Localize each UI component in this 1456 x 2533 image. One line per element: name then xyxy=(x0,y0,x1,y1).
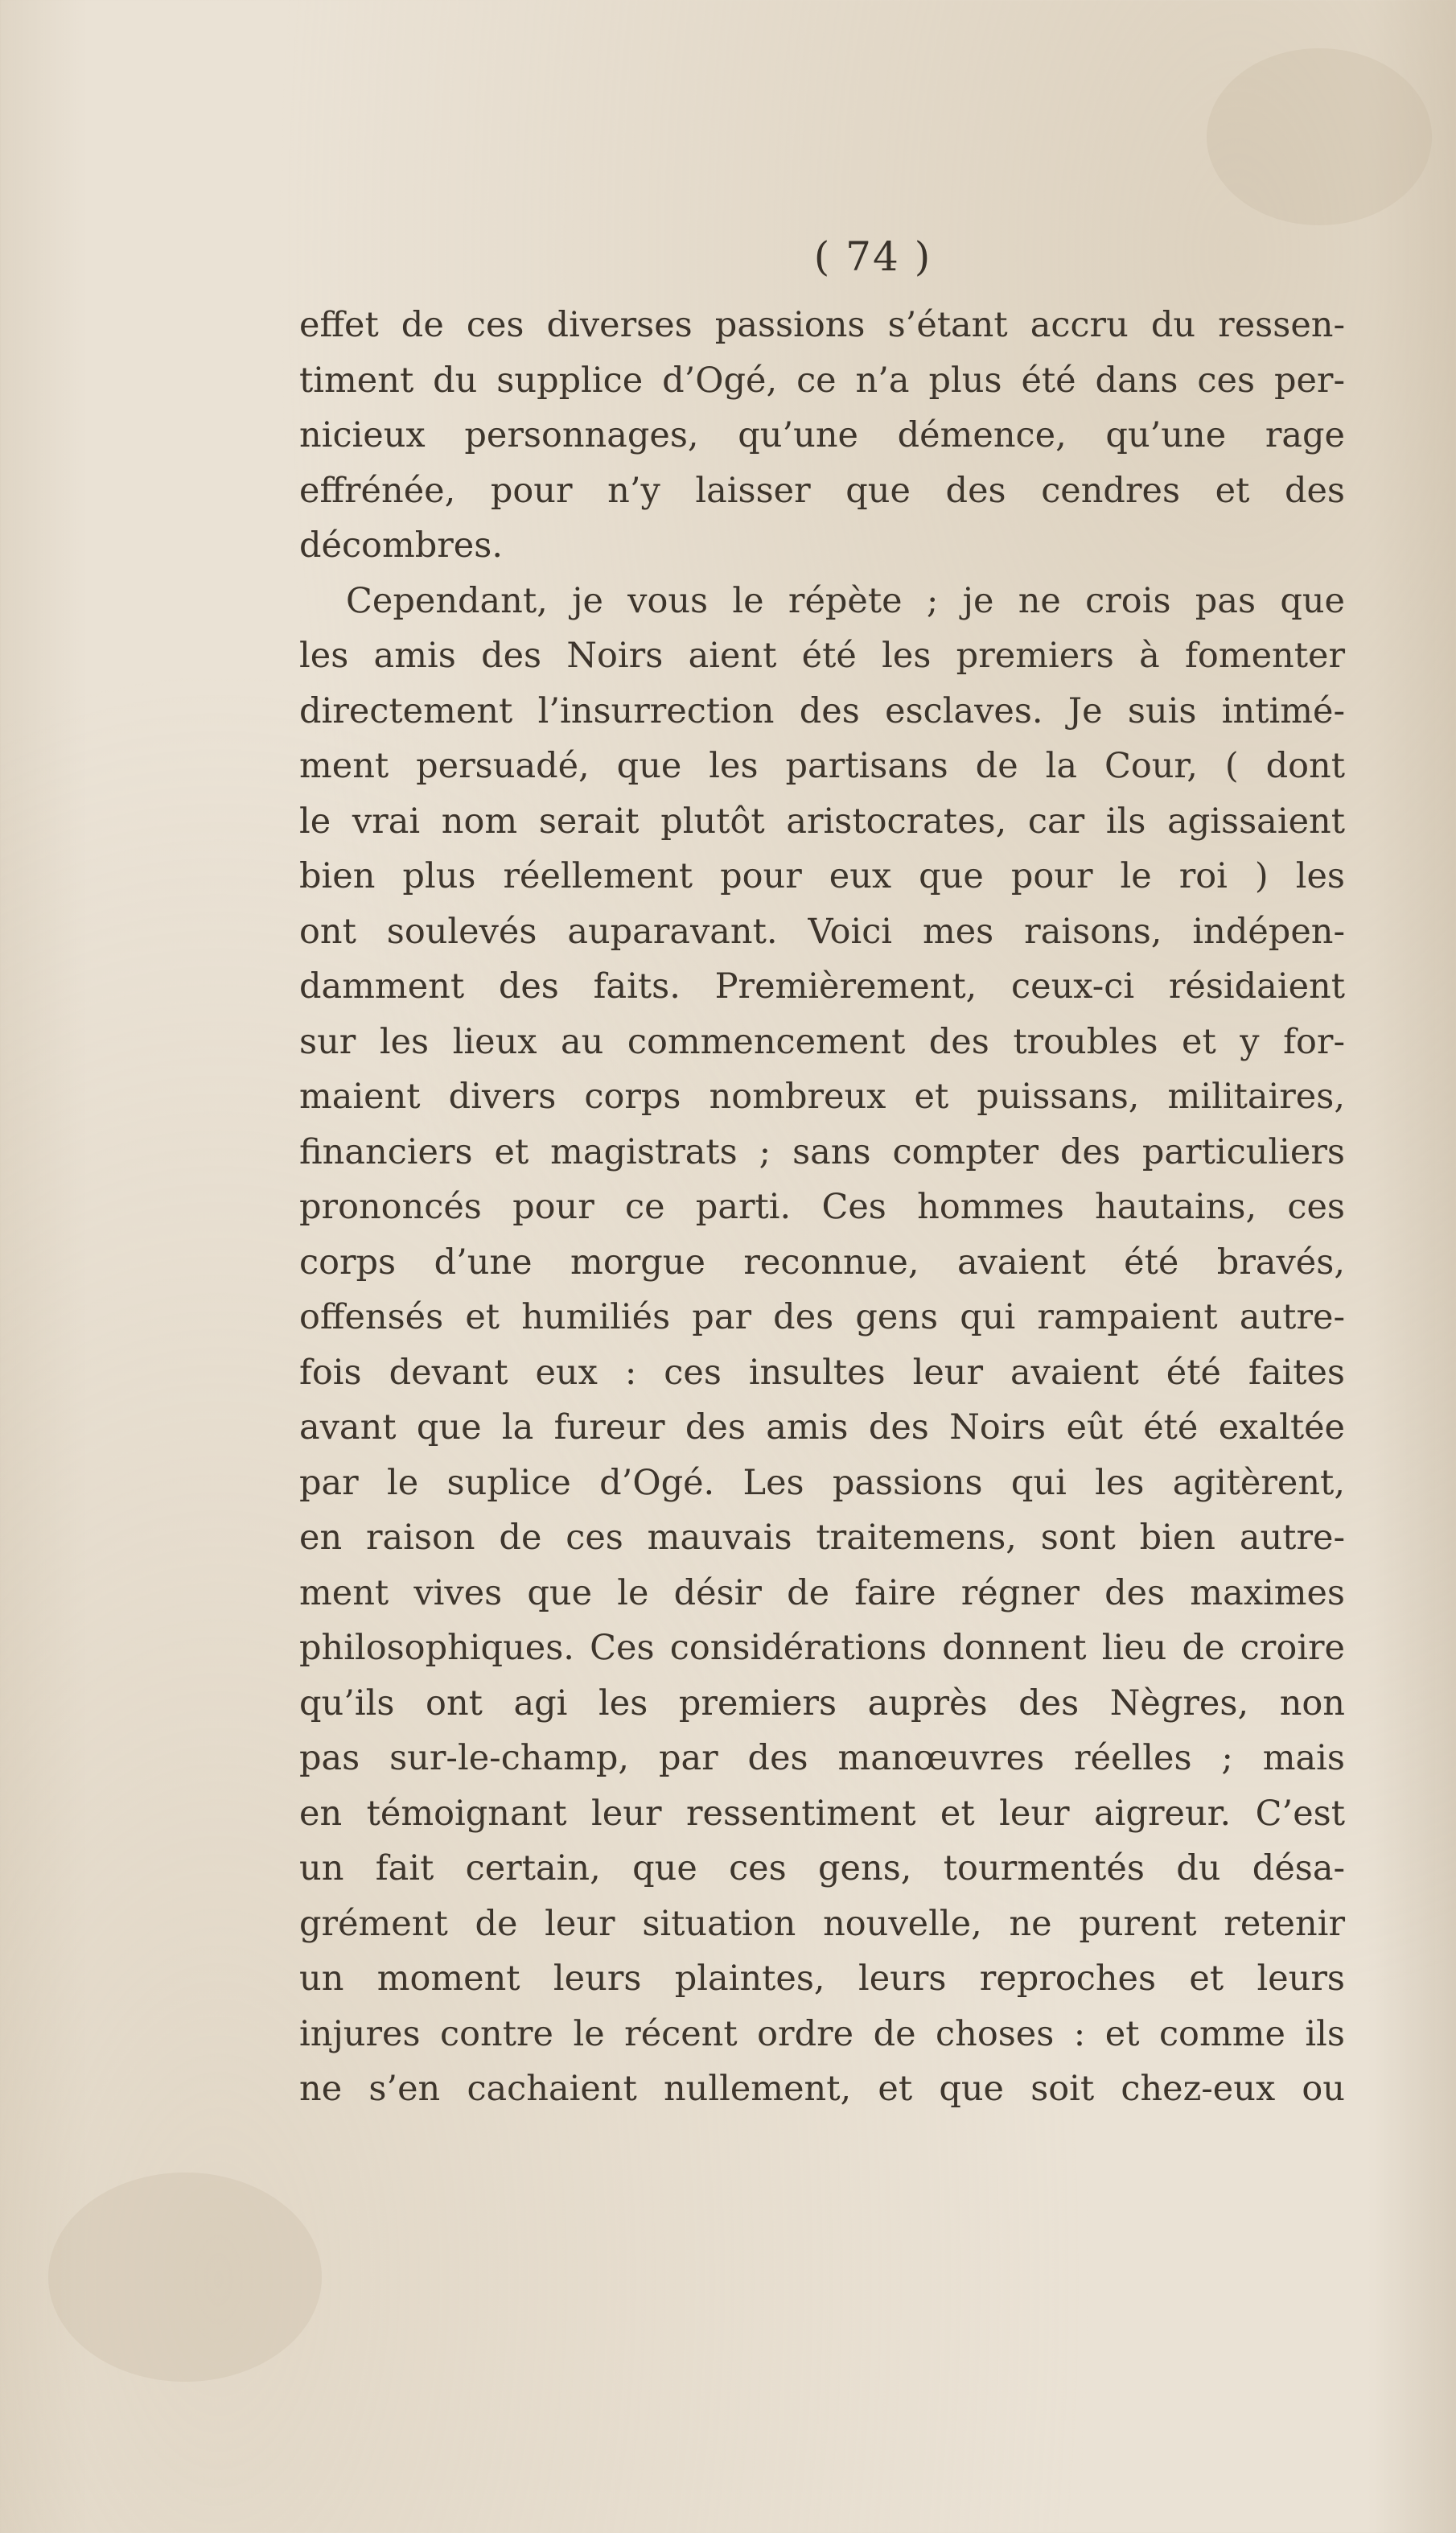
paper-stain xyxy=(1207,48,1432,225)
text-line: ment persuadé, que les partisans de la Cour, ( dont xyxy=(299,746,1345,786)
text-line: nicieux personnages, qu’une démence, qu’une rage xyxy=(299,415,1345,455)
text-line: effrénée, pour n’y laisser que des cendres et des xyxy=(299,470,1345,511)
text-line: qu’ils ont agi les premiers auprès des Nègres, non xyxy=(299,1682,1345,1724)
body-text xyxy=(299,298,1345,2117)
text-line: damment des faits. Premièrement, ceux-ci résidaient xyxy=(299,966,1345,1007)
text-line: prononcés pour ce parti. Ces hommes hautains, ces xyxy=(299,1187,1345,1227)
text-line: un moment leurs plaintes, leurs reproches et leurs xyxy=(299,1958,1345,1999)
text-line: effet de ces diverses passions s’étant accru du ressen- xyxy=(299,305,1345,345)
text-line: décombres. xyxy=(299,525,503,566)
text-line: les amis des Noirs aient été les premiers à fomenter xyxy=(299,636,1345,676)
text-line: timent du supplice d’Ogé, ce n’a plus été dans ces per- xyxy=(299,360,1345,401)
text-line: directement l’insurrection des esclaves. Je suis intimé- xyxy=(299,690,1345,731)
text-line: par le suplice d’Ogé. Les passions qui les agitèrent, xyxy=(299,1462,1345,1503)
text-line: grément de leur situation nouvelle, ne purent retenir xyxy=(299,1903,1345,1944)
text-line: un fait certain, que ces gens, tourmentés du désa- xyxy=(299,1848,1345,1888)
text-line: sur les lieux au commencement des troubles et y for- xyxy=(299,1021,1345,1062)
text-line: ont soulevés auparavant. Voici mes raisons, indépen- xyxy=(299,911,1345,952)
text-line: ment vives que le désir de faire régner des maximes xyxy=(299,1572,1345,1613)
page-number: ( 74 ) xyxy=(813,233,932,280)
text-line: financiers et magistrats ; sans compter des particuliers xyxy=(299,1131,1345,1172)
text-line: corps d’une morgue reconnue, avaient été bravés, xyxy=(299,1242,1345,1283)
text-line: Cependant, je vous le répète ; je ne crois pas que xyxy=(346,580,1345,621)
text-line: fois devant eux : ces insultes leur avaient été faites xyxy=(299,1352,1345,1393)
text-line: pas sur-le-champ, par des manœuvres réelles ; mais xyxy=(299,1738,1345,1778)
text-line: en témoignant leur ressentiment et leur aigreur. C’est xyxy=(299,1793,1345,1834)
text-line: le vrai nom serait plutôt aristocrates, car ils agissaient xyxy=(299,801,1345,842)
paper-stain xyxy=(48,2173,322,2382)
text-line: maient divers corps nombreux et puissans, militaires, xyxy=(299,1077,1345,1117)
text-line: injures contre le récent ordre de choses : et comme ils xyxy=(299,2013,1345,2054)
text-line: avant que la fureur des amis des Noirs eût été exaltée xyxy=(299,1407,1345,1448)
text-line: en raison de ces mauvais traitemens, sont bien autre- xyxy=(299,1518,1345,1558)
text-line: ne s’en cachaient nullement, et que soit chez-eux ou xyxy=(299,2069,1345,2109)
text-line: offensés et humiliés par des gens qui rampaient autre- xyxy=(299,1297,1345,1337)
text-line: philosophiques. Ces considérations donnent lieu de croire xyxy=(299,1628,1345,1668)
text-line: bien plus réellement pour eux que pour le roi ) les xyxy=(299,856,1345,896)
